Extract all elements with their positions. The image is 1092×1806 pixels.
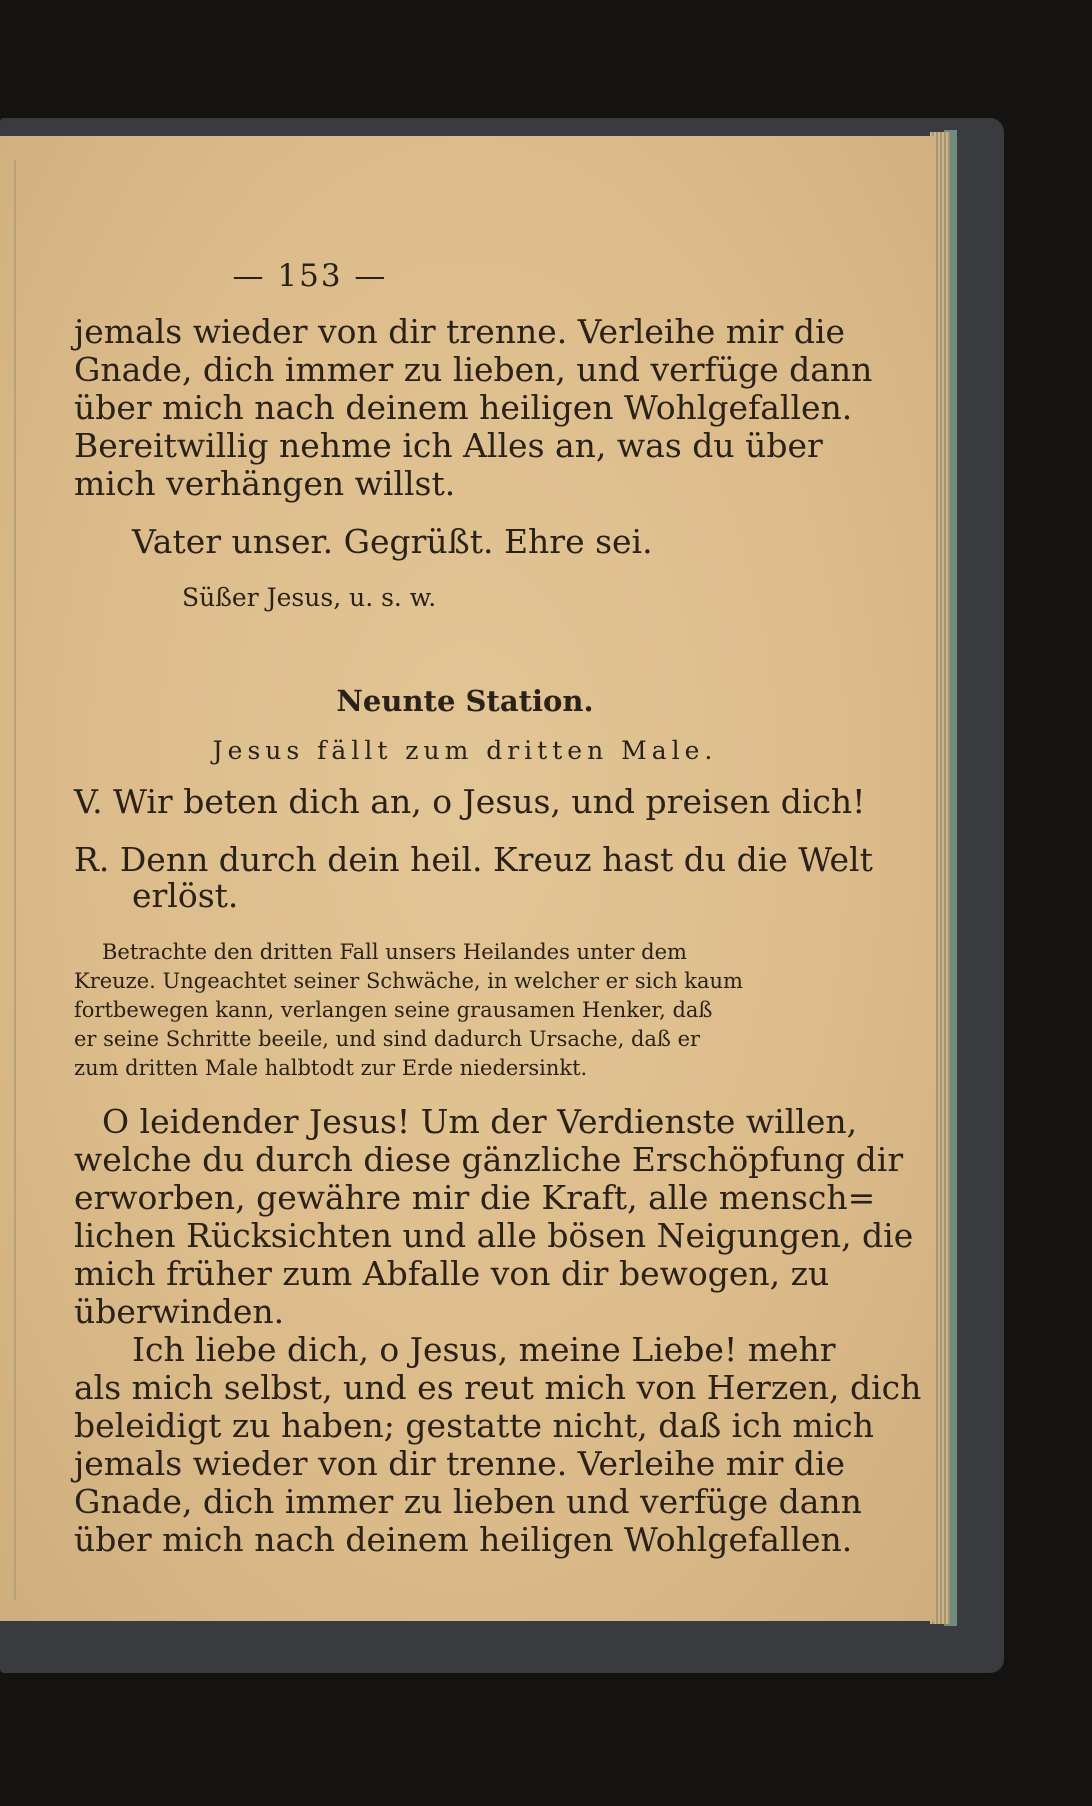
- page-number: — 153 —: [232, 258, 388, 294]
- prayer-two-line-5: Gnade, dich immer zu lieben und verfüge dann: [74, 1482, 862, 1521]
- meditation-line-1: Betrachte den dritten Fall unsers Heilandes unter dem: [102, 940, 687, 964]
- meditation-line-5: zum dritten Male halbtodt zur Erde niedersinkt.: [74, 1056, 588, 1080]
- prayer-one-line-6: überwinden.: [74, 1292, 285, 1331]
- prayer-two-line-4: jemals wieder von dir trenne. Verleihe mir die: [74, 1444, 846, 1483]
- versicle: V. Wir beten dich an, o Jesus, und preisen dich!: [74, 782, 866, 821]
- gutter-line: [14, 160, 16, 1600]
- response-line-1: R. Denn durch dein heil. Kreuz hast du die Welt: [74, 840, 873, 879]
- meditation-line-3: fortbewegen kann, verlangen seine grausamen Henker, daß: [74, 998, 713, 1022]
- meditation-line-2: Kreuze. Ungeachtet seiner Schwäche, in welcher er sich kaum: [74, 969, 743, 993]
- prayer-two-line-2: als mich selbst, und es reut mich von Herzen, dich: [74, 1368, 922, 1407]
- opening-line-4: Bereitwillig nehme ich Alles an, was du über: [74, 426, 823, 465]
- opening-line-1: jemals wieder von dir trenne. Verleihe mir die: [74, 312, 846, 351]
- prayer-one-line-3: erworben, gewähre mir die Kraft, alle mensch=: [74, 1178, 876, 1217]
- sweet-jesus-line: Süßer Jesus, u. s. w.: [182, 583, 437, 612]
- station-subtitle: Jesus fällt zum dritten Male.: [212, 736, 718, 765]
- meditation-line-4: er seine Schritte beeile, und sind dadurch Ursache, daß er: [74, 1027, 701, 1051]
- opening-line-5: mich verhängen willst.: [74, 464, 456, 503]
- prayer-one-line-5: mich früher zum Abfalle von dir bewogen, zu: [74, 1254, 830, 1293]
- opening-line-2: Gnade, dich immer zu lieben, und verfüge dann: [74, 350, 873, 389]
- station-title: Neunte Station.: [336, 684, 594, 718]
- prayer-titles: Vater unser. Gegrüßt. Ehre sei.: [132, 522, 653, 561]
- prayer-two-line-3: beleidigt zu haben; gestatte nicht, daß ich mich: [74, 1406, 874, 1445]
- response-line-2: erlöst.: [132, 876, 239, 915]
- prayer-one-line-1: O leidender Jesus! Um der Verdienste willen,: [102, 1102, 858, 1141]
- opening-line-3: über mich nach deinem heiligen Wohlgefallen.: [74, 388, 853, 427]
- prayer-one-line-2: welche du durch diese gänzliche Erschöpfung dir: [74, 1140, 904, 1179]
- prayer-one-line-4: lichen Rücksichten und alle bösen Neigungen, die: [74, 1216, 914, 1255]
- prayer-two-line-1: Ich liebe dich, o Jesus, meine Liebe! mehr: [132, 1330, 836, 1369]
- prayer-two-line-6: über mich nach deinem heiligen Wohlgefallen.: [74, 1520, 853, 1559]
